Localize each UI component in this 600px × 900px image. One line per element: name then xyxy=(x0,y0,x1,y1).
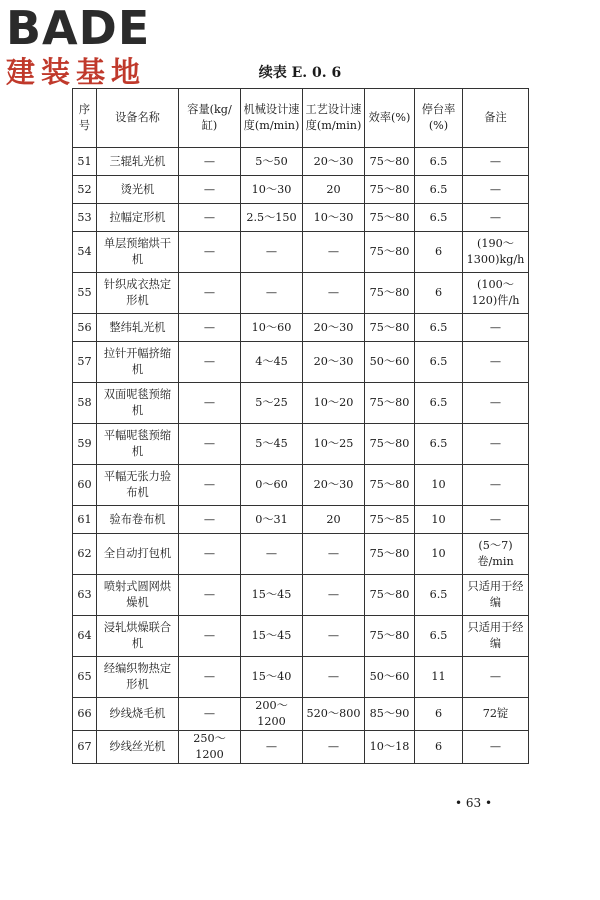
mech-speed-cell: — xyxy=(241,731,303,764)
efficiency-cell: 75～80 xyxy=(365,314,415,342)
seq-cell: 63 xyxy=(73,575,97,616)
proc-speed-cell: — xyxy=(303,731,365,764)
capacity-cell: — xyxy=(179,176,241,204)
mech-speed-cell: 0～31 xyxy=(241,506,303,534)
proc-speed-cell: — xyxy=(303,273,365,314)
efficiency-cell: 50～60 xyxy=(365,342,415,383)
mech-speed-cell: — xyxy=(241,534,303,575)
seq-cell: 58 xyxy=(73,383,97,424)
downtime-cell: 6.5 xyxy=(415,424,463,465)
seq-cell: 62 xyxy=(73,534,97,575)
efficiency-cell: 75～80 xyxy=(365,465,415,506)
note-cell: (190～1300)kg/h xyxy=(463,232,529,273)
name-cell: 整纬轧光机 xyxy=(97,314,179,342)
seq-cell: 53 xyxy=(73,204,97,232)
table-row xyxy=(73,232,529,273)
seq-cell: 61 xyxy=(73,506,97,534)
capacity-cell: — xyxy=(179,534,241,575)
proc-speed-cell: 10～25 xyxy=(303,424,365,465)
efficiency-cell: 75～80 xyxy=(365,534,415,575)
note-cell: — xyxy=(463,314,529,342)
proc-speed-cell: 20～30 xyxy=(303,148,365,176)
proc-speed-cell: 520～800 xyxy=(303,698,365,731)
table-row xyxy=(73,148,529,176)
mech-speed-cell: — xyxy=(241,273,303,314)
mech-speed-cell: 200～1200 xyxy=(241,698,303,731)
header-proc-speed: 工艺设计速度(m/min) xyxy=(303,89,365,148)
table-row xyxy=(73,465,529,506)
proc-speed-cell: — xyxy=(303,575,365,616)
note-cell: 72锭 xyxy=(463,698,529,731)
header-note: 备注 xyxy=(463,89,529,148)
table-row xyxy=(73,506,529,534)
mech-speed-cell: 15～45 xyxy=(241,616,303,657)
downtime-cell: 6 xyxy=(415,232,463,273)
table-caption: 续表 E. 0. 6 xyxy=(258,65,342,81)
downtime-cell: 11 xyxy=(415,657,463,698)
name-cell: 验布卷布机 xyxy=(97,506,179,534)
name-cell: 经编织物热定形机 xyxy=(97,657,179,698)
downtime-cell: 6 xyxy=(415,273,463,314)
table-row xyxy=(73,424,529,465)
seq-cell: 54 xyxy=(73,232,97,273)
efficiency-cell: 75～80 xyxy=(365,204,415,232)
efficiency-cell: 75～85 xyxy=(365,506,415,534)
proc-speed-cell: — xyxy=(303,657,365,698)
name-cell: 纱线烧毛机 xyxy=(97,698,179,731)
capacity-cell: — xyxy=(179,314,241,342)
note-cell: — xyxy=(463,342,529,383)
efficiency-cell: 75～80 xyxy=(365,383,415,424)
seq-cell: 57 xyxy=(73,342,97,383)
note-cell: (5～7)卷/min xyxy=(463,534,529,575)
name-cell: 单层预缩烘干机 xyxy=(97,232,179,273)
proc-speed-cell: — xyxy=(303,616,365,657)
seq-cell: 65 xyxy=(73,657,97,698)
seq-cell: 56 xyxy=(73,314,97,342)
proc-speed-cell: 20 xyxy=(303,176,365,204)
downtime-cell: 6.5 xyxy=(415,616,463,657)
efficiency-cell: 75～80 xyxy=(365,424,415,465)
name-cell: 全自动打包机 xyxy=(97,534,179,575)
proc-speed-cell: — xyxy=(303,232,365,273)
efficiency-cell: 85～90 xyxy=(365,698,415,731)
efficiency-cell: 75～80 xyxy=(365,148,415,176)
header-seq: 序号 xyxy=(73,89,97,148)
mech-speed-cell: 5～25 xyxy=(241,383,303,424)
capacity-cell: — xyxy=(179,698,241,731)
header-row xyxy=(73,89,529,148)
efficiency-cell: 75～80 xyxy=(365,232,415,273)
efficiency-cell: 10～18 xyxy=(365,731,415,764)
mech-speed-cell: 0～60 xyxy=(241,465,303,506)
header-efficiency: 效率(%) xyxy=(365,89,415,148)
mech-speed-cell: 5～45 xyxy=(241,424,303,465)
name-cell: 三辊轧光机 xyxy=(97,148,179,176)
note-cell: — xyxy=(463,176,529,204)
mech-speed-cell: 10～30 xyxy=(241,176,303,204)
proc-speed-cell: 20～30 xyxy=(303,342,365,383)
efficiency-cell: 75～80 xyxy=(365,616,415,657)
capacity-cell: — xyxy=(179,273,241,314)
efficiency-cell: 75～80 xyxy=(365,176,415,204)
seq-cell: 51 xyxy=(73,148,97,176)
table-row xyxy=(73,534,529,575)
note-cell: — xyxy=(463,657,529,698)
mech-speed-cell: 10～60 xyxy=(241,314,303,342)
capacity-cell: — xyxy=(179,148,241,176)
capacity-cell: — xyxy=(179,657,241,698)
seq-cell: 67 xyxy=(73,731,97,764)
seq-cell: 59 xyxy=(73,424,97,465)
capacity-cell: — xyxy=(179,616,241,657)
table-body xyxy=(73,148,529,764)
efficiency-cell: 75～80 xyxy=(365,273,415,314)
proc-speed-cell: — xyxy=(303,534,365,575)
efficiency-cell: 50～60 xyxy=(365,657,415,698)
table-row xyxy=(73,698,529,731)
seq-cell: 52 xyxy=(73,176,97,204)
proc-speed-cell: 10～20 xyxy=(303,383,365,424)
table-row xyxy=(73,273,529,314)
table-row xyxy=(73,176,529,204)
table-row xyxy=(73,383,529,424)
page-number: • 63 • xyxy=(455,796,493,810)
downtime-cell: 6 xyxy=(415,698,463,731)
capacity-cell: — xyxy=(179,575,241,616)
note-cell: — xyxy=(463,383,529,424)
capacity-cell: — xyxy=(179,424,241,465)
name-cell: 针织成衣热定形机 xyxy=(97,273,179,314)
downtime-cell: 6.5 xyxy=(415,575,463,616)
downtime-cell: 6.5 xyxy=(415,342,463,383)
name-cell: 拉幅定形机 xyxy=(97,204,179,232)
downtime-cell: 6.5 xyxy=(415,314,463,342)
logo-sub-text: 建装基地 xyxy=(6,55,147,89)
mech-speed-cell: 5～50 xyxy=(241,148,303,176)
mech-speed-cell: 15～40 xyxy=(241,657,303,698)
mech-speed-cell: 15～45 xyxy=(241,575,303,616)
seq-cell: 64 xyxy=(73,616,97,657)
seq-cell: 60 xyxy=(73,465,97,506)
downtime-cell: 10 xyxy=(415,465,463,506)
mech-speed-cell: 2.5～150 xyxy=(241,204,303,232)
name-cell: 拉针开幅挤缩机 xyxy=(97,342,179,383)
mech-speed-cell: 4～45 xyxy=(241,342,303,383)
proc-speed-cell: 20～30 xyxy=(303,465,365,506)
note-cell: — xyxy=(463,465,529,506)
mech-speed-cell: — xyxy=(241,232,303,273)
note-cell: — xyxy=(463,424,529,465)
downtime-cell: 6.5 xyxy=(415,383,463,424)
proc-speed-cell: 20 xyxy=(303,506,365,534)
table-row xyxy=(73,314,529,342)
downtime-cell: 6 xyxy=(415,731,463,764)
header-capacity: 容量(kg/缸) xyxy=(179,89,241,148)
table-row xyxy=(73,657,529,698)
note-cell: 只适用于经编 xyxy=(463,575,529,616)
name-cell: 纱线丝光机 xyxy=(97,731,179,764)
downtime-cell: 10 xyxy=(415,506,463,534)
logo-main-text: BADE xyxy=(6,1,151,55)
note-cell: — xyxy=(463,731,529,764)
note-cell: — xyxy=(463,204,529,232)
table-row xyxy=(73,616,529,657)
capacity-cell: — xyxy=(179,383,241,424)
proc-speed-cell: 20～30 xyxy=(303,314,365,342)
table-row xyxy=(73,575,529,616)
name-cell: 双面呢毯预缩机 xyxy=(97,383,179,424)
note-cell: — xyxy=(463,148,529,176)
name-cell: 烫光机 xyxy=(97,176,179,204)
efficiency-cell: 75～80 xyxy=(365,575,415,616)
name-cell: 平幅呢毯预缩机 xyxy=(97,424,179,465)
note-cell: (100～120)件/h xyxy=(463,273,529,314)
downtime-cell: 10 xyxy=(415,534,463,575)
name-cell: 喷射式圆网烘燥机 xyxy=(97,575,179,616)
downtime-cell: 6.5 xyxy=(415,176,463,204)
seq-cell: 55 xyxy=(73,273,97,314)
name-cell: 浸轧烘燥联合机 xyxy=(97,616,179,657)
capacity-cell: — xyxy=(179,204,241,232)
capacity-cell: — xyxy=(179,232,241,273)
equipment-table xyxy=(72,88,529,764)
table-row xyxy=(73,342,529,383)
proc-speed-cell: 10～30 xyxy=(303,204,365,232)
downtime-cell: 6.5 xyxy=(415,204,463,232)
header-mech-speed: 机械设计速度(m/min) xyxy=(241,89,303,148)
capacity-cell: 250～1200 xyxy=(179,731,241,764)
seq-cell: 66 xyxy=(73,698,97,731)
note-cell: 只适用于经编 xyxy=(463,616,529,657)
table-row xyxy=(73,204,529,232)
capacity-cell: — xyxy=(179,342,241,383)
note-cell: — xyxy=(463,506,529,534)
header-downtime: 停台率(%) xyxy=(415,89,463,148)
capacity-cell: — xyxy=(179,506,241,534)
name-cell: 平幅无张力验布机 xyxy=(97,465,179,506)
downtime-cell: 6.5 xyxy=(415,148,463,176)
header-name: 设备名称 xyxy=(97,89,179,148)
capacity-cell: — xyxy=(179,465,241,506)
table-row xyxy=(73,731,529,764)
